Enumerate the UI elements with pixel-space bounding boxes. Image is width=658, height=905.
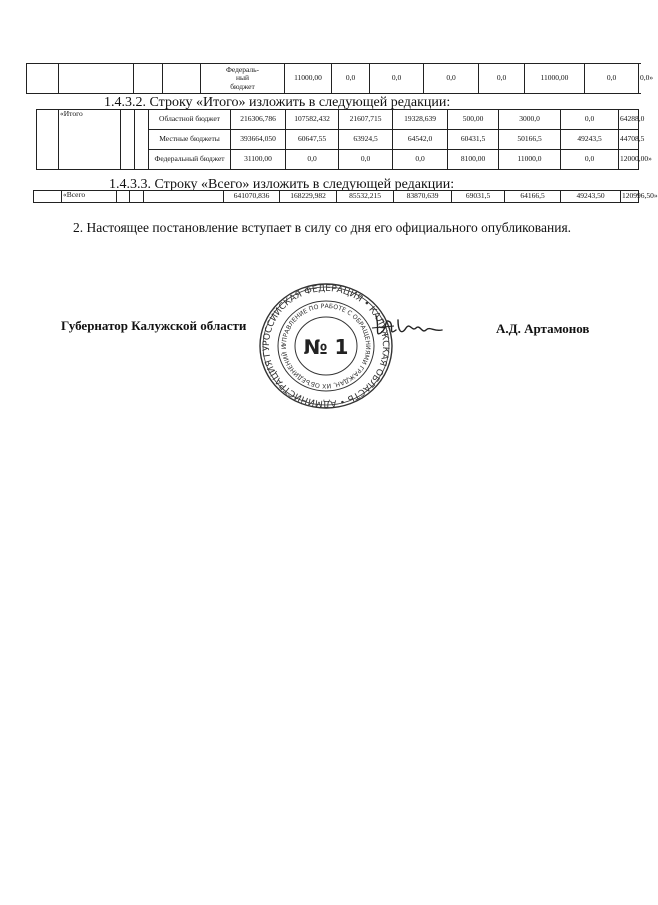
value-cell: 0,0 [585,64,639,94]
value-cell: 85532,215 [337,191,394,203]
value-cell: 83870,639 [394,191,452,203]
cell [37,110,59,170]
cell [117,191,130,203]
seal-number: № 1 [303,335,349,359]
cell [121,110,135,170]
cell [130,191,144,203]
table-row [27,64,641,94]
value-cell: 0,0 [332,64,370,94]
value-cell: 0,0» [639,64,641,94]
value-cell: 393664,050 [231,130,286,150]
value-cell: 641070,836 [224,191,280,203]
source-cell: Федеральный бюджет [149,150,231,170]
section-heading-vsego: 1.4.3.3. Строку «Всего» изложить в следующей редакции: [109,177,455,192]
value-cell: 19328,639 [393,110,448,130]
source-cell: Областной бюджет [149,110,231,130]
table-row [34,191,639,203]
value-cell: 120996,50» [621,191,639,203]
value-cell: 63924,5 [339,130,393,150]
cell [163,64,201,94]
row-label: «Итого [59,110,121,170]
cell [59,64,134,94]
value-cell: 64542,0 [393,130,448,150]
value-cell: 216306,786 [231,110,286,130]
value-cell: 11000,00 [285,64,332,94]
value-cell: 168229,982 [280,191,337,203]
value-cell: 0,0 [370,64,424,94]
value-cell: 60647,55 [286,130,339,150]
value-cell: 0,0 [424,64,479,94]
cell [135,110,149,170]
source-cell: Федераль- ный бюджет [201,64,285,94]
table-vsego [33,190,658,203]
cell [34,191,62,203]
value-cell: 60431,5 [448,130,499,150]
seal-inner-text: УПРАВЛЕНИЕ ПО РАБОТЕ С ОБРАЩЕНИЯМИ ГРАЖДАН, ИХ ОБЪЕДИНЕНИЙ И [280,302,372,390]
value-cell: 0,0 [561,150,619,170]
table-federal-row [26,63,654,94]
value-cell: 0,0 [286,150,339,170]
handwritten-signature [368,308,448,348]
value-cell: 500,00 [448,110,499,130]
value-cell: 64288,0 [619,110,639,130]
value-cell: 49243,50 [561,191,621,203]
signer-position: Губернатор Калужской области [61,318,247,333]
value-cell: 11000,00 [525,64,585,94]
value-cell: 49243,5 [561,130,619,150]
value-cell: 107582,432 [286,110,339,130]
table-itogo [36,109,652,170]
cell [134,64,163,94]
value-cell: 0,0 [479,64,525,94]
value-cell: 0,0 [339,150,393,170]
value-cell: 11000,0 [499,150,561,170]
paragraph-effective-date: 2. Настоящее постановление вступает в силу со дня его официального опубликования. [73,220,572,235]
value-cell: 3000,0 [499,110,561,130]
signer-name: А.Д. Артамонов [496,321,590,336]
value-cell: 21607,715 [339,110,393,130]
value-cell: 69031,5 [452,191,505,203]
value-cell: 8100,00 [448,150,499,170]
value-cell: 0,0 [393,150,448,170]
section-heading-itogo: 1.4.3.2. Строку «Итого» изложить в следующей редакции: [104,95,451,110]
cell [144,191,224,203]
seal-outer-text: РОССИЙСКАЯ ФЕДЕРАЦИЯ • КАЛУЖСКАЯ ОБЛАСТЬ • АДМИНИСТРАЦИЯ ГУ [261,283,391,409]
table-row [37,110,639,130]
value-cell: 12000,00» [619,150,639,170]
value-cell: 31100,00 [231,150,286,170]
value-cell: 50166,5 [499,130,561,150]
value-cell: 64166,5 [505,191,561,203]
source-cell: Местные бюджеты [149,130,231,150]
value-cell: 44708,5 [619,130,639,150]
cell [27,64,59,94]
row-label: «Всего [62,191,117,203]
value-cell: 0,0 [561,110,619,130]
